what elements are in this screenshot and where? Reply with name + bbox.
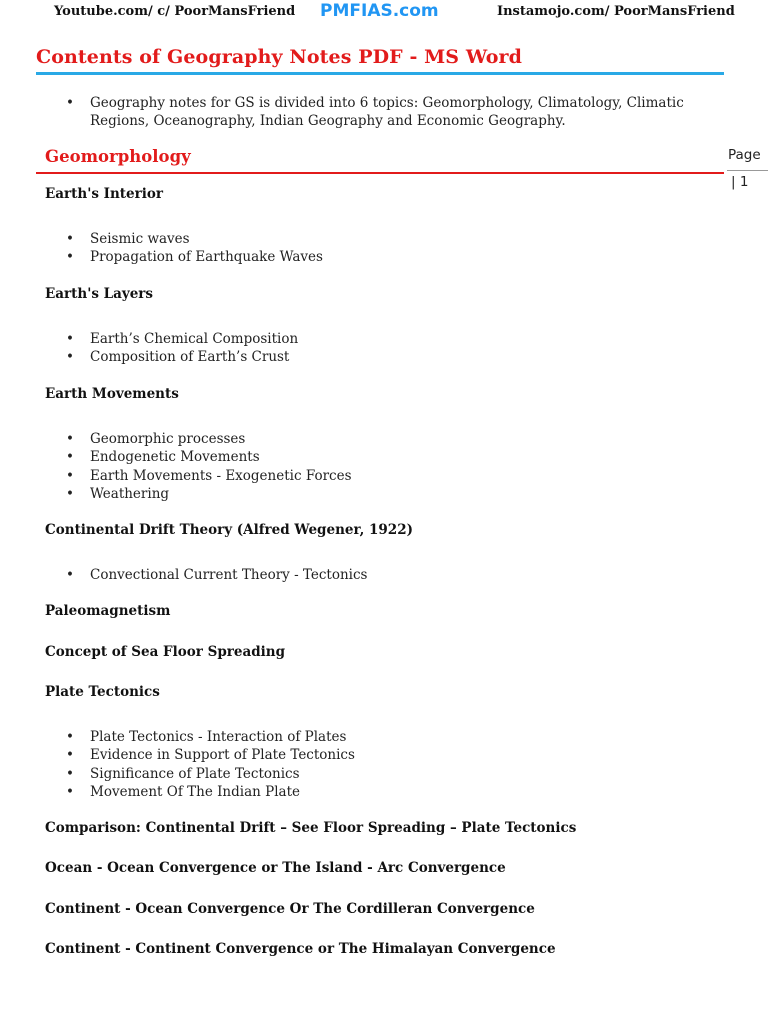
heading-earth-movements: Earth Movements [45,386,179,402]
list-item: • Earth Movements - Exogenetic Forces [66,467,686,485]
list-item: • Significance of Plate Tectonics [66,765,686,783]
list-earths-interior [66,230,686,267]
heading-continental-drift: Continental Drift Theory (Alfred Wegener, 1922) [45,522,413,538]
page-label: Page [728,147,761,163]
section-title: Geomorphology [45,147,191,166]
intro-list [66,94,686,131]
list-item: • Geomorphic processes [66,430,686,448]
list-plate-tectonics [66,728,686,802]
page-label-divider [727,170,768,171]
list-earth-movements [66,430,686,504]
document-title: Contents of Geography Notes PDF - MS Word [36,46,522,68]
header-site-name[interactable]: PMFIAS.com [320,1,439,21]
heading-comparison: Comparison: Continental Drift – See Floor Spreading – Plate Tectonics [45,820,577,836]
list-item: • Movement Of The Indian Plate [66,783,686,801]
list-item: • Composition of Earth’s Crust [66,348,686,366]
page-number: | 1 [731,174,749,190]
list-item: • Propagation of Earthquake Waves [66,248,686,266]
header-youtube-link[interactable]: Youtube.com/ c/ PoorMansFriend [54,4,296,19]
heading-continent-continent-convergence: Continent - Continent Convergence or The Himalayan Convergence [45,941,556,957]
heading-earths-layers: Earth's Layers [45,286,154,302]
heading-plate-tectonics: Plate Tectonics [45,684,160,700]
list-item: • Earth’s Chemical Composition [66,330,686,348]
section-underline [36,172,724,174]
heading-continent-ocean-convergence: Continent - Ocean Convergence Or The Cordilleran Convergence [45,901,535,917]
list-item: • Seismic waves [66,230,686,248]
list-item: • Convectional Current Theory - Tectonics [66,566,686,584]
header-instamojo-link[interactable]: Instamojo.com/ PoorMansFriend [497,4,735,19]
list-item: • Weathering [66,485,686,503]
list-item: • Evidence in Support of Plate Tectonics [66,746,686,764]
list-continental-drift [66,566,686,584]
title-underline [36,72,724,75]
heading-sea-floor-spreading: Concept of Sea Floor Spreading [45,644,286,660]
list-earths-layers [66,330,686,367]
list-item: • Endogenetic Movements [66,448,686,466]
list-item: • Geography notes for GS is divided into 6 topics: Geomorphology, Climatology, Climatic Regions, Oceanography, Indian Geography and Economic Geography. [66,94,686,131]
heading-ocean-ocean-convergence: Ocean - Ocean Convergence or The Island - Arc Convergence [45,860,506,876]
heading-earths-interior: Earth's Interior [45,186,163,202]
heading-paleomagnetism: Paleomagnetism [45,603,171,619]
list-item: • Plate Tectonics - Interaction of Plates [66,728,686,746]
